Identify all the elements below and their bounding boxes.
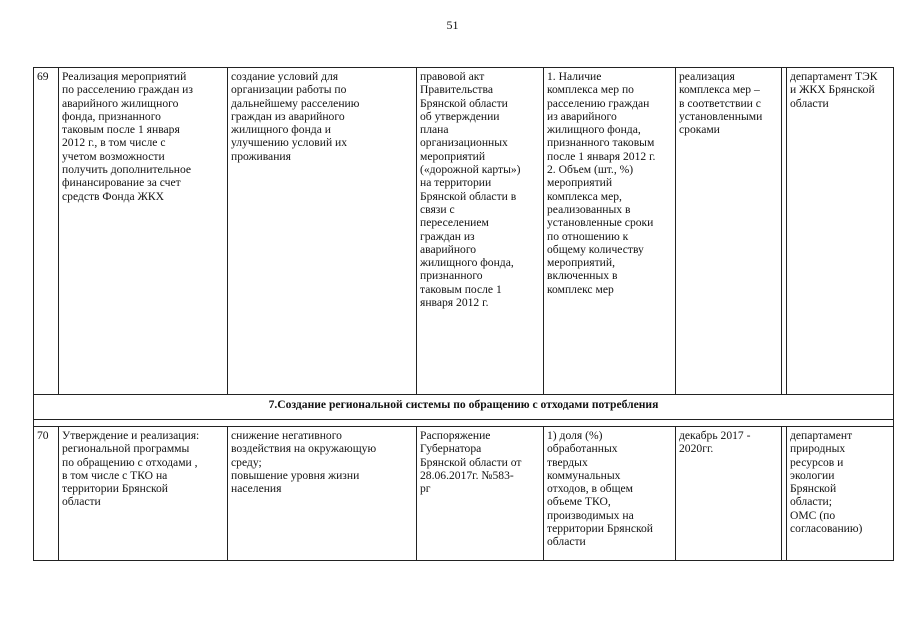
section-heading-row bbox=[34, 395, 894, 420]
goal-cell: создание условий для организации работы по дальнейшему расселению граждан из аварийного жилищного фонда и улучшению условий их проживания bbox=[228, 68, 417, 395]
spacer-cell bbox=[34, 420, 894, 427]
row-number-cell: 69 bbox=[34, 68, 59, 395]
deadline-cell: реализация комплекса мер – в соответствии с установленными сроками bbox=[676, 68, 782, 395]
indicators-cell: 1) доля (%) обработанных твердых коммунальных отходов, в общем объеме ТКО, производимых на территории Брянской области bbox=[544, 427, 676, 561]
goal-cell: снижение негативного воздействия на окружающую среду; повышение уровня жизни населения bbox=[228, 427, 417, 561]
section-heading: 7.Создание региональной системы по обращению с отходами потребления bbox=[34, 395, 894, 420]
page-number: 51 bbox=[446, 18, 459, 32]
table-row-69 bbox=[34, 68, 894, 395]
spacer-row bbox=[34, 420, 894, 427]
indicators-cell: 1. Наличие комплекса мер по расселению граждан из аварийного жилищного фонда, признанного таковым после 1 января 2012 г. 2. Объем (шт., %) мероприятий комплекса мер, реализованных в установленные сроки по отношению к общему количеству мероприятий, включенных в комплекс мер bbox=[544, 68, 676, 395]
deadline-cell: декабрь 2017 - 2020гг. bbox=[676, 427, 782, 561]
table-row-70 bbox=[34, 427, 894, 561]
measure-cell: Реализация мероприятий по расселению граждан из аварийного жилищного фонда, признанного таковым после 1 января 2012 г., в том числе с учетом возможности получить дополнительное финансирование за счет средств Фонда ЖКХ bbox=[59, 68, 228, 395]
measures-table bbox=[33, 67, 894, 561]
measure-cell: Утверждение и реализация: региональной программы по обращению с отходами , в том числе с ТКО на территории Брянской области bbox=[59, 427, 228, 561]
row-number-cell: 70 bbox=[34, 427, 59, 561]
legal-act-cell: Распоряжение Губернатора Брянской области от 28.06.2017г. №583- рг bbox=[417, 427, 544, 561]
responsible-cell: департамент природных ресурсов и экологии Брянской области; ОМС (по согласованию) bbox=[787, 427, 894, 561]
legal-act-cell: правовой акт Правительства Брянской области об утверждении плана организационных мероприятий («дорожной карты») на территории Брянской области в связи с переселением граждан из аварийного жилищного фонда, признанного таковым после 1 января 2012 г. bbox=[417, 68, 544, 395]
responsible-cell: департамент ТЭК и ЖКХ Брянской области bbox=[787, 68, 894, 395]
